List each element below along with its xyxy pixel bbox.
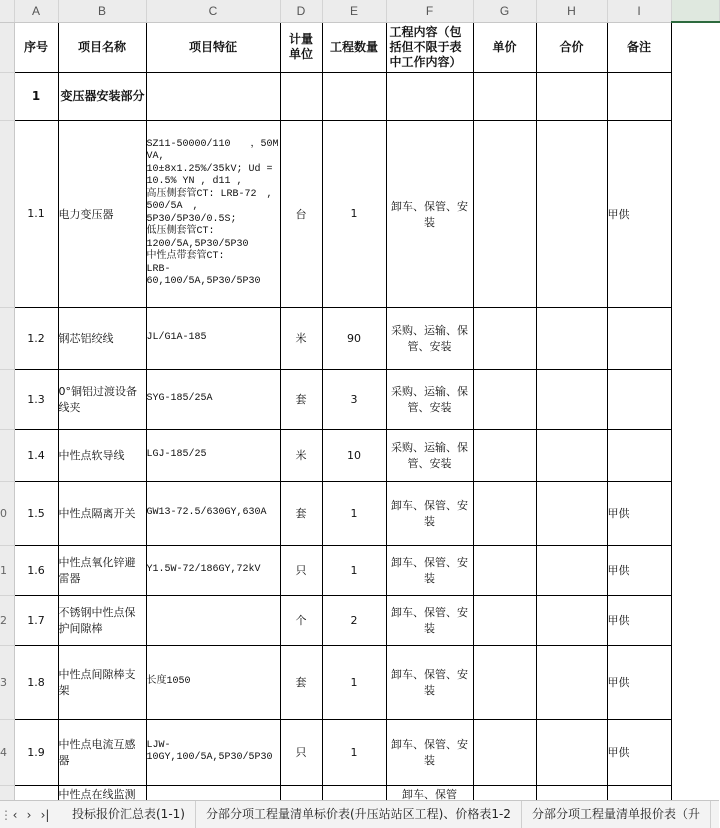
section-cell[interactable] — [280, 72, 322, 120]
section-cell[interactable] — [536, 72, 607, 120]
col-header-g[interactable]: G — [473, 0, 536, 22]
item-qty[interactable]: 1 — [322, 645, 386, 719]
header-name[interactable]: 项目名称 — [58, 22, 146, 72]
empty-cell[interactable] — [671, 429, 719, 481]
item-content[interactable]: 卸车、保管、安装 — [386, 481, 473, 545]
item-name[interactable]: 中性点间隙棒支架 — [58, 645, 146, 719]
item-content[interactable]: 采购、运输、保管、安装 — [386, 307, 473, 369]
row-number[interactable]: 3 — [0, 645, 14, 719]
item-feature[interactable]: LGJ-185/25 — [146, 429, 280, 481]
item-remark[interactable]: 甲供 — [607, 719, 671, 785]
item-name[interactable]: 中性点在线监测 — [58, 785, 146, 815]
item-name[interactable]: 不锈钢中性点保护间隙棒 — [58, 595, 146, 645]
empty-cell[interactable] — [671, 645, 719, 719]
empty-cell[interactable] — [671, 545, 719, 595]
item-seq[interactable]: 1.7 — [14, 595, 58, 645]
item-price[interactable] — [473, 369, 536, 429]
item-remark[interactable]: 甲供 — [607, 481, 671, 545]
header-unit[interactable]: 计量 单位 — [280, 22, 322, 72]
item-feature[interactable]: SYG-185/25A — [146, 369, 280, 429]
col-header-d[interactable]: D — [280, 0, 322, 22]
section-cell[interactable] — [322, 72, 386, 120]
item-feature[interactable]: GW13-72.5/630GY,630A — [146, 481, 280, 545]
item-total[interactable] — [536, 307, 607, 369]
table-row — [0, 719, 719, 785]
empty-cell[interactable] — [671, 307, 719, 369]
header-remark[interactable]: 备注 — [607, 22, 671, 72]
item-seq[interactable]: 1.1 — [14, 120, 58, 307]
item-seq[interactable]: 1.4 — [14, 429, 58, 481]
item-seq[interactable]: 1.6 — [14, 545, 58, 595]
item-total[interactable] — [536, 719, 607, 785]
item-unit[interactable]: 只 — [280, 545, 322, 595]
item-unit[interactable]: 台 — [280, 120, 322, 307]
item-name[interactable]: 中性点电流互感器 — [58, 719, 146, 785]
item-total[interactable] — [536, 595, 607, 645]
col-header-e[interactable]: E — [322, 0, 386, 22]
item-name[interactable]: 0°铜铝过渡设备线夹 — [58, 369, 146, 429]
item-feature[interactable]: 长度1050 — [146, 645, 280, 719]
row-number[interactable] — [0, 22, 14, 72]
header-price[interactable]: 单价 — [473, 22, 536, 72]
item-unit[interactable]: 个 — [280, 595, 322, 645]
item-qty[interactable]: 10 — [322, 429, 386, 481]
item-name[interactable]: 电力变压器 — [58, 120, 146, 307]
table-row — [0, 307, 719, 369]
last-sheet-icon[interactable]: ›| — [40, 807, 50, 822]
item-remark[interactable]: 甲供 — [607, 120, 671, 307]
item-qty[interactable]: 1 — [322, 719, 386, 785]
item-content[interactable]: 采购、运输、保管、安装 — [386, 369, 473, 429]
empty-cell[interactable] — [671, 120, 719, 307]
item-qty[interactable]: 1 — [322, 545, 386, 595]
table-row — [0, 481, 719, 545]
item-seq[interactable]: 1.3 — [14, 369, 58, 429]
item-name[interactable]: 中性点软导线 — [58, 429, 146, 481]
table-row — [0, 429, 719, 481]
item-remark[interactable] — [607, 429, 671, 481]
section-cell[interactable] — [607, 72, 671, 120]
header-total[interactable]: 合价 — [536, 22, 607, 72]
empty-cell[interactable] — [671, 22, 719, 72]
item-total[interactable] — [536, 481, 607, 545]
item-remark[interactable] — [607, 307, 671, 369]
item-seq[interactable]: 1.5 — [14, 481, 58, 545]
row-number[interactable]: 4 — [0, 719, 14, 785]
item-qty[interactable]: 1 — [322, 481, 386, 545]
item-content[interactable]: 采购、运输、保管、安装 — [386, 429, 473, 481]
section-seq[interactable]: 1 — [14, 72, 58, 120]
item-content[interactable]: 卸车、保管、安装 — [386, 120, 473, 307]
empty-cell[interactable] — [671, 719, 719, 785]
empty-cell[interactable] — [671, 369, 719, 429]
item-qty[interactable]: 2 — [322, 595, 386, 645]
item-price[interactable] — [473, 307, 536, 369]
sheet-tab[interactable]: 投标报价汇总表(1-1) — [54, 801, 196, 828]
select-all-corner[interactable] — [0, 0, 14, 22]
empty-cell[interactable] — [671, 72, 719, 120]
prev-sheet-icon[interactable]: ‹ — [12, 807, 18, 822]
col-header-i[interactable]: I — [607, 0, 671, 22]
table-row — [0, 120, 719, 307]
row-number[interactable] — [0, 120, 14, 307]
item-price[interactable] — [473, 545, 536, 595]
item-seq[interactable]: 1.8 — [14, 645, 58, 719]
item-total[interactable] — [536, 545, 607, 595]
item-remark[interactable]: 甲供 — [607, 595, 671, 645]
item-remark[interactable] — [607, 369, 671, 429]
item-unit[interactable]: 套 — [280, 645, 322, 719]
item-name[interactable]: 中性点隔离开关 — [58, 481, 146, 545]
item-content[interactable]: 卸车、保管 — [386, 785, 473, 815]
col-header-a[interactable]: A — [14, 0, 58, 22]
col-header-f[interactable]: F — [386, 0, 473, 22]
header-content[interactable]: 工程内容（包括但不限于表中工作内容） — [386, 22, 473, 72]
item-content[interactable]: 卸车、保管、安装 — [386, 645, 473, 719]
item-remark[interactable]: 甲供 — [607, 545, 671, 595]
row-number[interactable] — [0, 72, 14, 120]
sheet-tab[interactable]: 分部分项工程量清单标价表(升压站站区工程)、价格表1-2 — [196, 801, 522, 828]
table-row — [0, 645, 719, 719]
item-unit[interactable]: 只 — [280, 719, 322, 785]
col-header-c[interactable]: C — [146, 0, 280, 22]
item-price[interactable] — [473, 595, 536, 645]
empty-cell[interactable] — [671, 595, 719, 645]
item-qty[interactable]: 90 — [322, 307, 386, 369]
item-feature[interactable]: JL/G1A-185 — [146, 307, 280, 369]
row-number[interactable]: 1 — [0, 545, 14, 595]
item-seq[interactable]: 1.9 — [14, 719, 58, 785]
empty-cell[interactable] — [671, 481, 719, 545]
sheet-tab[interactable]: 分部分项工程量清单报价表（升 — [522, 801, 711, 828]
item-name[interactable]: 钢芯铝绞线 — [58, 307, 146, 369]
item-name[interactable]: 中性点氧化锌避雷器 — [58, 545, 146, 595]
item-unit[interactable]: 米 — [280, 429, 322, 481]
table-row — [0, 595, 719, 645]
section-cell[interactable] — [146, 72, 280, 120]
item-unit[interactable]: 套 — [280, 481, 322, 545]
section-row — [0, 72, 719, 120]
col-header-j[interactable] — [671, 0, 719, 22]
item-total[interactable] — [536, 645, 607, 719]
next-sheet-icon[interactable]: › — [26, 807, 32, 822]
row-number[interactable] — [0, 429, 14, 481]
item-feature[interactable]: SZ11-50000/110 ，50MVA, 10±8x1.25%/35kV; Ud = 10.5% YN , d11 , 高压侧套管CT: LRB-72 , 500/5A , 5P30/5P30/0.5S; 低压侧套管CT: 1200/5A,5P30/5P30 中性点带套管CT: LRB- 60,100/5A,5P30/5P30 — [146, 120, 280, 307]
item-price[interactable] — [473, 481, 536, 545]
item-unit[interactable]: 米 — [280, 307, 322, 369]
more-tabs-icon[interactable]: ⋮ — [0, 807, 12, 822]
sheet-tab-bar — [0, 800, 719, 828]
row-number[interactable]: 0 — [0, 481, 14, 545]
item-price[interactable] — [473, 429, 536, 481]
column-header-row — [0, 0, 719, 22]
header-qty[interactable]: 工程数量 — [322, 22, 386, 72]
item-total[interactable] — [536, 120, 607, 307]
item-unit[interactable]: 套 — [280, 369, 322, 429]
row-number[interactable]: 2 — [0, 595, 14, 645]
item-seq[interactable]: 1.2 — [14, 307, 58, 369]
item-feature[interactable] — [146, 595, 280, 645]
section-cell[interactable] — [386, 72, 473, 120]
item-price[interactable] — [473, 719, 536, 785]
item-content[interactable]: 卸车、保管、安装 — [386, 719, 473, 785]
item-total[interactable] — [536, 369, 607, 429]
item-qty[interactable]: 3 — [322, 369, 386, 429]
item-price[interactable] — [473, 645, 536, 719]
section-cell[interactable] — [473, 72, 536, 120]
item-content[interactable]: 卸车、保管、安装 — [386, 595, 473, 645]
row-number[interactable] — [0, 307, 14, 369]
item-price[interactable] — [473, 120, 536, 307]
item-remark[interactable]: 甲供 — [607, 645, 671, 719]
header-feature[interactable]: 项目特征 — [146, 22, 280, 72]
table-row — [0, 545, 719, 595]
section-name[interactable]: 变压器安装部分 — [58, 72, 146, 120]
item-feature[interactable]: LJW- 10GY,100/5A,5P30/5P30 — [146, 719, 280, 785]
header-seq[interactable]: 序号 — [14, 22, 58, 72]
item-content[interactable]: 卸车、保管、安装 — [386, 545, 473, 595]
item-feature[interactable]: Y1.5W-72/186GY,72kV — [146, 545, 280, 595]
col-header-b[interactable]: B — [58, 0, 146, 22]
col-header-h[interactable]: H — [536, 0, 607, 22]
table-row — [0, 369, 719, 429]
table-header-row — [0, 22, 719, 72]
item-total[interactable] — [536, 429, 607, 481]
item-qty[interactable]: 1 — [322, 120, 386, 307]
row-number[interactable] — [0, 369, 14, 429]
